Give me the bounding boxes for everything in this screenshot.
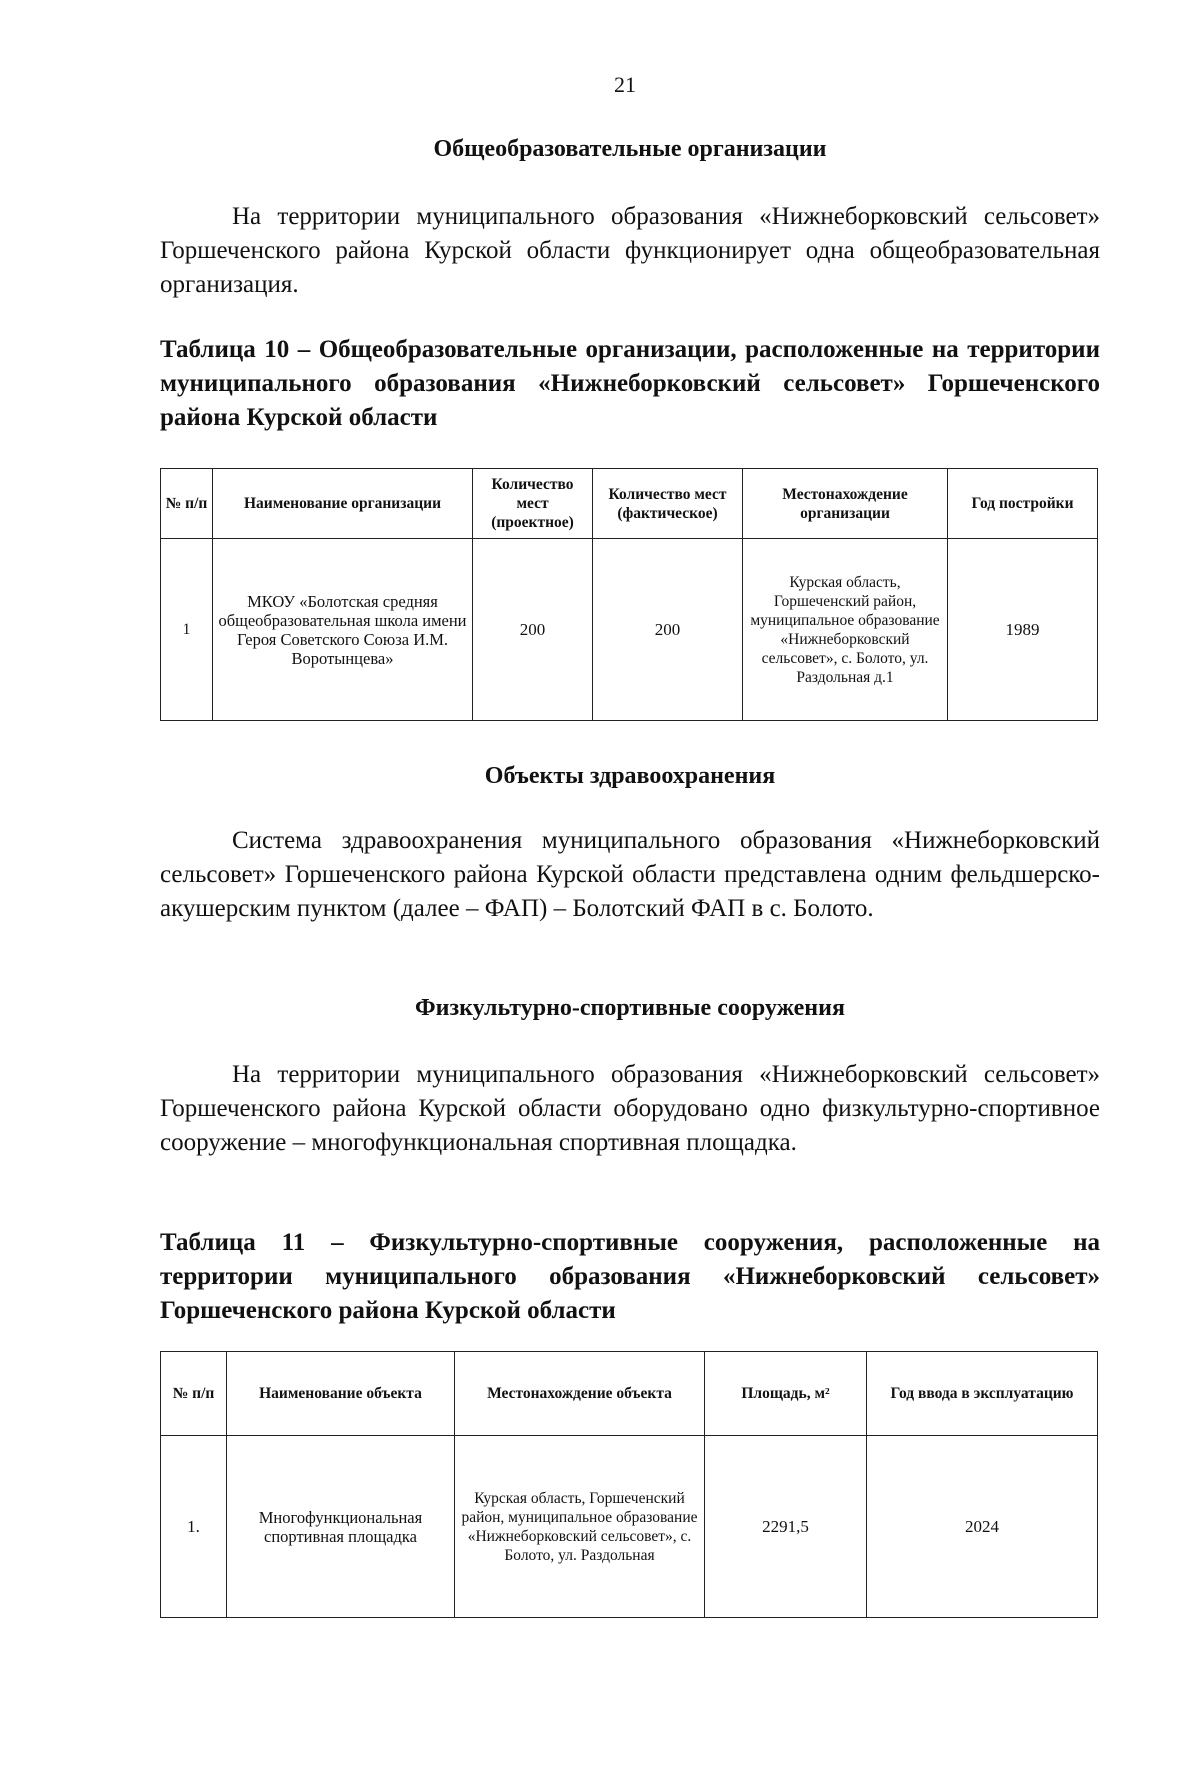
table-header-cell: Количество мест (проектное) (473, 469, 593, 539)
table-header-cell: № п/п (161, 1352, 227, 1436)
table-cell-name: МКОУ «Болотская средняя общеобразовательная школа имени Героя Советского Союза И.М. Воротынцева» (213, 539, 473, 721)
table-row (161, 1436, 1098, 1618)
table-header-cell: Год постройки (948, 469, 1098, 539)
table-cell-location: Курская область, Горшеченский район, муниципальное образование «Нижнеборковский сельсовет», с. Болото, ул. Раздольная (455, 1436, 705, 1618)
table-header-cell: Наименование объекта (227, 1352, 455, 1436)
page-number: 21 (614, 72, 636, 97)
table-header-cell: Наименование организации (213, 469, 473, 539)
section-heading-education: Общеобразовательные организации (433, 136, 827, 162)
paragraph-sports: На территории муниципального образования «Нижнеборковский сельсовет» Горшеченского района Курской области оборудовано одно физкультурно-спортивное сооружение – многофункциональная спортивная площадка. (160, 1061, 1100, 1156)
table-cell-location: Курская область, Горшеченский район, муниципальное образование «Нижнеборковский сельсовет», с. Болото, ул. Раздольная д.1 (743, 539, 948, 721)
section-heading-sports: Физкультурно-спортивные сооружения (415, 995, 845, 1021)
paragraph-healthcare: Система здравоохранения муниципального образования «Нижнеборковский сельсовет» Горшеченского района Курской области представлена одним фельдшерско-акушерским пунктом (далее – ФАП) – Болотский ФАП в с. Болото. (160, 827, 1100, 922)
table-11 (160, 1351, 1098, 1618)
table-header-cell: Местонахождение организации (743, 469, 948, 539)
table-cell-capacity-actual: 200 (593, 539, 743, 721)
table-header-cell: № п/п (161, 469, 213, 539)
table-cell-capacity-design: 200 (473, 539, 593, 721)
table-cell-year: 2024 (867, 1436, 1098, 1618)
table-cell-area: 2291,5 (705, 1436, 867, 1618)
table-cell-number: 1. (161, 1436, 227, 1618)
table-header-cell: Местонахождение объекта (455, 1352, 705, 1436)
table-header-cell: Год ввода в эксплуатацию (867, 1352, 1098, 1436)
table-cell-year: 1989 (948, 539, 1098, 721)
table-10 (160, 468, 1098, 721)
table-row (161, 539, 1098, 721)
table-header-cell: Количество мест (фактическое) (593, 469, 743, 539)
table-header-cell: Площадь, м² (705, 1352, 867, 1436)
table-cell-name: Многофункциональная спортивная площадка (227, 1436, 455, 1618)
table-cell-number: 1 (161, 539, 213, 721)
table-10-caption: Таблица 10 – Общеобразовательные организации, расположенные на территории муниципального образования «Нижнеборковский сельсовет» Горшеченского района Курской области (160, 336, 1100, 431)
paragraph-education: На территории муниципального образования «Нижнеборковский сельсовет» Горшеченского района Курской области функционирует одна общеобразовательная организация. (160, 203, 1100, 298)
section-heading-healthcare: Объекты здравоохранения (484, 763, 776, 789)
table-header-row (161, 469, 1098, 539)
table-header-row (161, 1352, 1098, 1436)
table-11-caption: Таблица 11 – Физкультурно-спортивные сооружения, расположенные на территории муниципального образования «Нижнеборковский сельсовет» Горшеченского района Курской области (160, 1229, 1100, 1324)
